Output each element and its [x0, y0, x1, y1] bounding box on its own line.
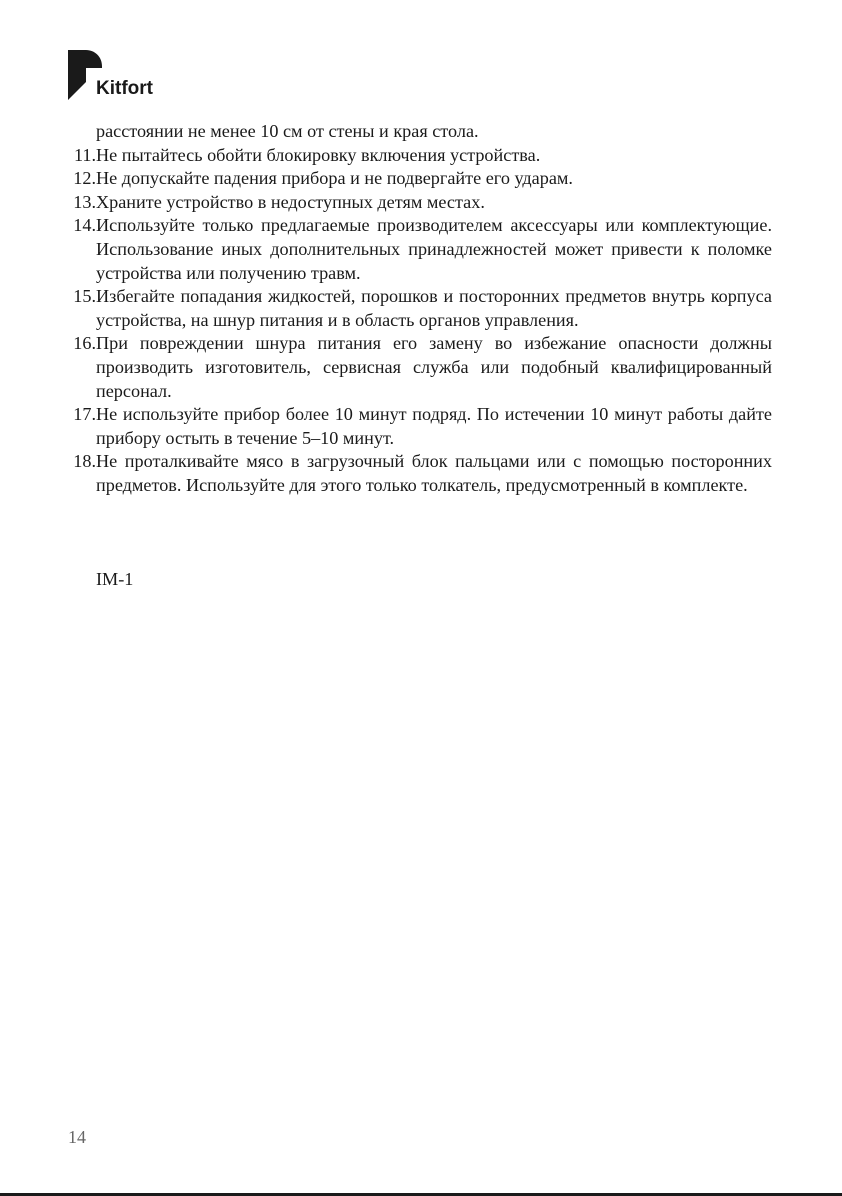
item-text: При повреждении шнура питания его замену во избежание опасности должны производить изготовитель, сервисная служба или подобный квалифицированный персонал. — [96, 333, 772, 401]
item-number: 15. — [73, 286, 96, 307]
item-number: 12. — [73, 168, 96, 189]
list-item — [58, 214, 772, 285]
item-number: 14. — [73, 215, 96, 236]
item-text: Храните устройство в недоступных детям местах. — [96, 191, 485, 212]
item-number: 11. — [73, 144, 96, 165]
item-number: 13. — [73, 191, 96, 212]
list-item-continuation — [58, 120, 772, 144]
instructions-list — [58, 120, 772, 498]
page-number: 14 — [68, 1127, 86, 1147]
document-code: IM-1 — [96, 569, 134, 589]
list-item — [58, 285, 772, 332]
item-number: 16. — [73, 333, 96, 354]
item-number: 18. — [73, 451, 96, 472]
brand-name: Kitfort — [96, 78, 153, 99]
list-item — [58, 167, 772, 191]
item-text: Не проталкивайте мясо в загрузочный блок пальцами или с помощью посторонних предметов. Используйте для этого только толкатель, предусмотренный в комплекте. — [96, 451, 772, 495]
item-number: 17. — [73, 404, 96, 425]
list-item — [58, 450, 772, 497]
item-text: Не пытайтесь обойти блокировку включения устройства. — [96, 144, 541, 165]
item-text: Не допускайте падения прибора и не подвергайте его ударам. — [96, 168, 573, 189]
item-text: Используйте только предлагаемые производителем аксессуары или комплектующие. Использование иных дополнительных принадлежностей может привести к поломке устройства или получению травм. — [96, 215, 772, 283]
list-item — [58, 191, 772, 215]
item-text: Не используйте прибор более 10 минут подряд. По истечении 10 минут работы дайте прибору остыть в течение 5–10 минут. — [96, 404, 772, 448]
list-item — [58, 403, 772, 450]
list-item — [58, 332, 772, 403]
item-number — [58, 120, 96, 144]
list-item — [58, 144, 772, 168]
brand-logo — [68, 50, 178, 102]
item-text: Избегайте попадания жидкостей, порошков и посторонних предметов внутрь корпуса устройства, на шнур питания и в область органов управления. — [96, 286, 772, 330]
item-text: расстоянии не менее 10 см от стены и края стола. — [96, 121, 479, 141]
